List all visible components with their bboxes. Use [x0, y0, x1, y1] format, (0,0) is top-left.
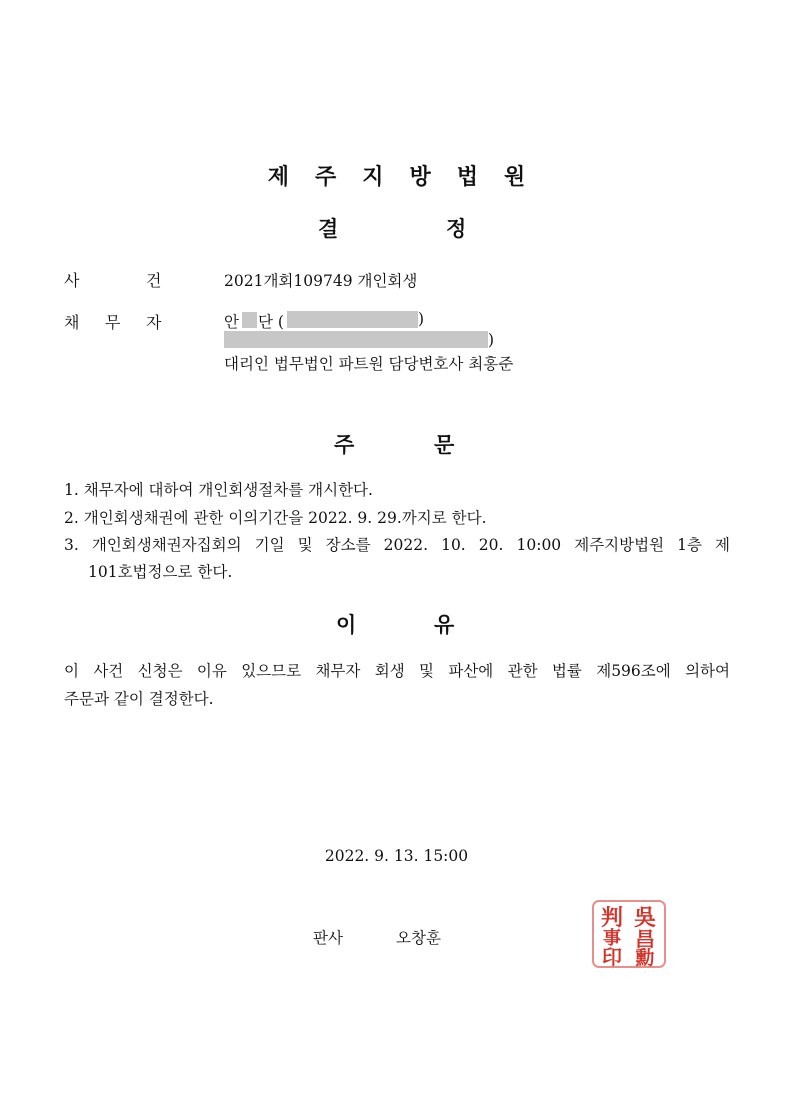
court-name-char: 지 [362, 165, 384, 190]
reason-text-line: 이 사건 신청은 이유 있으므로 채무자 회생 및 파산에 관한 법률 제596조에 의하여 [64, 662, 730, 680]
seal-char: 事 [603, 928, 621, 949]
reason-text-line: 주문과 같이 결정한다. [64, 690, 214, 708]
debtor-name-last: 단 ( [258, 313, 284, 331]
order-item: 2. 개인회생채권에 관한 이의기간을 2022. 9. 29.까지로 한다. [64, 509, 487, 527]
reason-heading-char: 유 [434, 613, 455, 637]
seal-char: 吳 [633, 905, 657, 931]
paren-close: ) [488, 331, 495, 349]
debtor-label-char: 자 [146, 313, 162, 332]
debtor-label-char: 채 [64, 313, 80, 332]
debtor-agent: 대리인 법무법인 파트원 담당변호사 최홍준 [224, 355, 514, 373]
redaction-bar [287, 311, 418, 328]
court-name [0, 160, 793, 191]
judge-title: 판사 [313, 929, 343, 947]
paren-close: ) [418, 310, 425, 328]
reason-heading-char: 이 [336, 613, 357, 637]
decision-date: 2022. 9. 13. 15:00 [324, 847, 469, 865]
document-type-char: 결 [318, 217, 339, 241]
order-heading-char: 주 [334, 433, 355, 457]
seal-char: 印 [602, 945, 622, 969]
case-label-char: 건 [146, 271, 162, 290]
redaction-bar [242, 312, 257, 328]
court-name-char: 방 [409, 165, 431, 190]
seal-char: 判 [600, 905, 624, 931]
judge-seal-stamp [590, 898, 668, 970]
order-heading-char: 문 [434, 433, 455, 457]
case-label-char: 사 [64, 271, 80, 290]
case-number: 2021개회109749 개인회생 [224, 272, 418, 290]
order-item: 1. 채무자에 대하여 개인회생절차를 개시한다. [64, 481, 373, 499]
court-name-char: 원 [504, 165, 526, 190]
document-type-char: 정 [446, 217, 467, 241]
order-item: 3. 개인회생채권자집회의 기일 및 장소를 2022. 10. 20. 10:00 제주지방법원 1층 제 [64, 536, 730, 554]
redaction-bar [224, 331, 488, 348]
court-name-char: 주 [314, 165, 337, 190]
debtor-name-first: 안 [224, 313, 239, 331]
debtor-label-char: 무 [105, 313, 121, 332]
judge-name: 오창훈 [396, 929, 441, 947]
court-name-char: 법 [456, 165, 479, 190]
court-name-char: 제 [267, 165, 289, 190]
seal-char: 勳 [635, 947, 655, 969]
order-item-continuation: 101호법정으로 한다. [88, 563, 233, 581]
seal-char: 昌 [635, 927, 655, 951]
